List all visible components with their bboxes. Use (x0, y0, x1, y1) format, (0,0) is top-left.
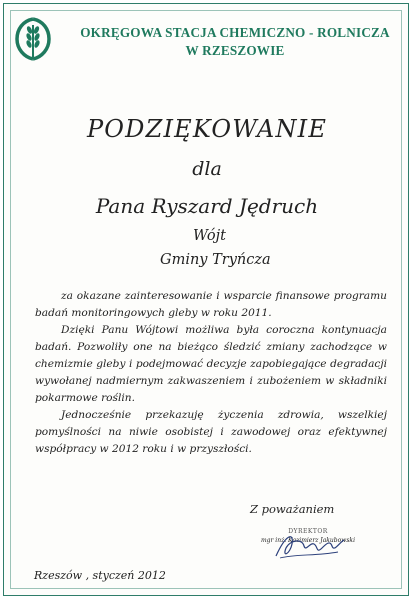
body-paragraph: za okazane zainteresowanie i wsparcie finansowe programu badań monitoringowych gleby w roku 2011. (35, 290, 387, 319)
organization-name-line-2: W RZESZOWIE (185, 43, 285, 58)
closing-phrase: Z poważaniem (250, 502, 335, 516)
stamp-name: mgr inż. Kazimierz Jakubowski (260, 537, 355, 544)
recipient-name: Pana Ryszard Jędruch (95, 194, 319, 218)
letter-body (35, 288, 387, 458)
body-paragraph: Dzięki Panu Wójtowi możliwa była coroczna kontynuacja badań. Pozwoliły one na bieżąco śledzić zmiany zachodzące w chemizmie gleby i podejmować decyzje zapobiegające degradacji wywołanej nadmiernym zakwaszeniem i zubożeniem w składniki pokarmowe roślin. (35, 324, 387, 404)
stamp-title: DYREKTOR (288, 528, 328, 535)
place-and-date: Rzeszów , styczeń 2012 (34, 569, 166, 582)
organization-name (70, 24, 400, 60)
recipient-municipality: Gminy Tryńcza (160, 252, 271, 268)
document-title: PODZIĘKOWANIE (86, 115, 328, 143)
dedication-word: dla (192, 158, 222, 180)
wheat-ear-logo-icon (13, 17, 53, 61)
body-paragraph: Jednocześnie przekazuję życzenia zdrowia, wszelkiej pomyślności na niwie osobistej i zawodowej oraz efektywnej współpracy w 2012 roku i w przyszłości. (35, 409, 387, 455)
organization-name-line-1: OKRĘGOWA STACJA CHEMICZNO - ROLNICZA (80, 25, 390, 40)
recipient-role: Wójt (193, 228, 226, 244)
handwritten-signature (272, 528, 350, 564)
